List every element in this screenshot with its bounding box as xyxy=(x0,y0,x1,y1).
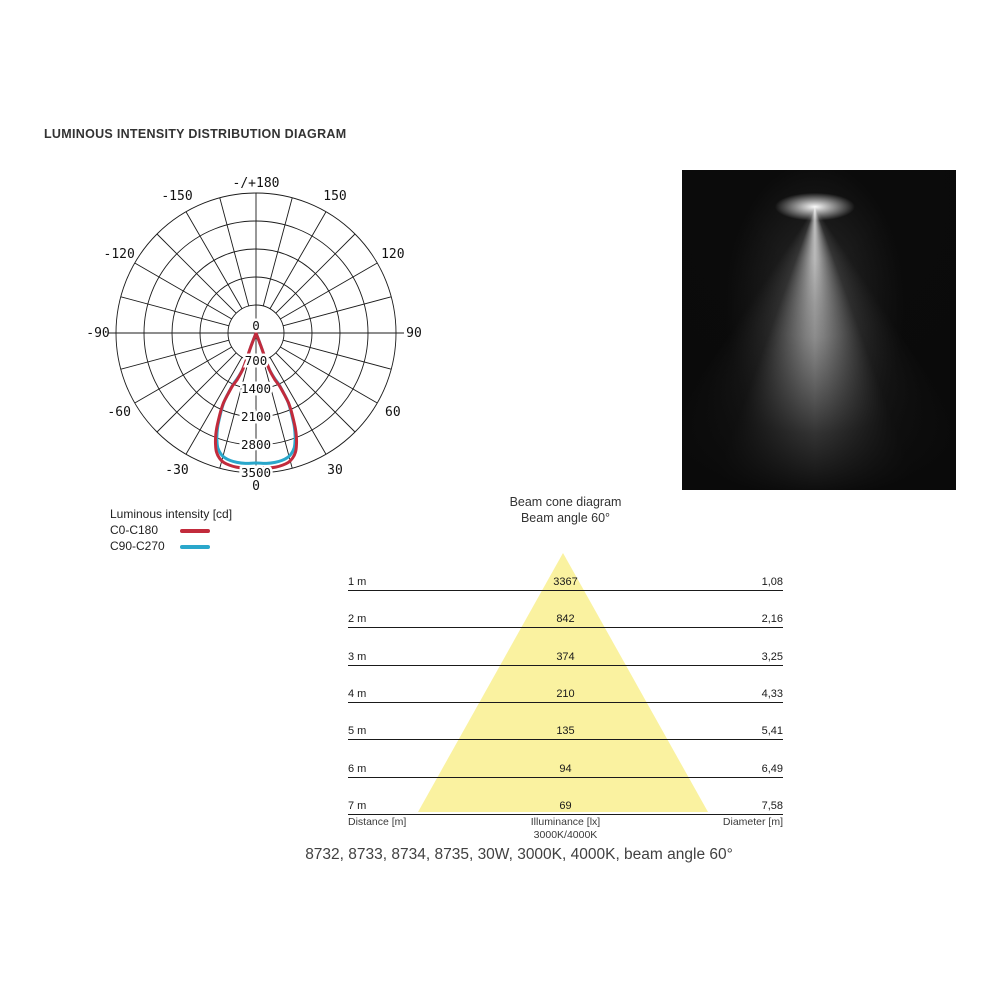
distance-value: 5 m xyxy=(348,725,367,738)
svg-text:3500: 3500 xyxy=(240,465,272,480)
cct-label: 3000K/4000K xyxy=(533,829,598,841)
svg-text:60: 60 xyxy=(385,405,401,420)
illuminance-label: Illuminance [lx] xyxy=(530,816,601,828)
distance-value: 2 m xyxy=(348,613,367,626)
legend-label: C0-C180 xyxy=(110,523,159,537)
illuminance-value: 69 xyxy=(559,799,572,812)
svg-text:-150: -150 xyxy=(161,189,193,205)
diameter-value: 3,25 xyxy=(761,650,783,663)
beam-cone-row xyxy=(348,775,783,815)
diameter-value: 4,33 xyxy=(761,687,783,700)
beam-cone-row xyxy=(348,700,783,740)
beam-cone-row xyxy=(348,551,783,591)
svg-text:700: 700 xyxy=(244,353,268,368)
legend-label: C90-C270 xyxy=(110,539,165,553)
distance-value: 7 m xyxy=(348,799,367,812)
illuminance-value: 842 xyxy=(556,613,575,626)
beam-cone-title: Beam cone diagram xyxy=(509,495,622,509)
svg-text:150: 150 xyxy=(323,189,347,205)
legend-title: Luminous intensity [cd] xyxy=(110,507,233,521)
beam-cone-row xyxy=(348,738,783,778)
diameter-value: 6,49 xyxy=(761,762,783,775)
illuminance-column-header xyxy=(418,816,713,842)
distance-value: 1 m xyxy=(348,576,367,588)
diameter-value: 7,58 xyxy=(761,799,783,812)
legend-item-c0-c180 xyxy=(110,522,232,538)
diameter-value: 5,41 xyxy=(761,725,783,738)
beam-cone-titles xyxy=(348,494,783,526)
beam-cone-row xyxy=(348,663,783,703)
product-caption: 8732, 8733, 8734, 8735, 30W, 3000K, 4000K, beam angle 60° xyxy=(305,846,733,863)
svg-text:0: 0 xyxy=(252,318,260,333)
distance-value: 4 m xyxy=(348,687,367,700)
illuminance-value: 210 xyxy=(556,687,575,700)
polar-chart-legend xyxy=(110,506,232,554)
beam-cone-column-headers xyxy=(348,816,783,842)
svg-text:-30: -30 xyxy=(165,462,189,478)
red-line-swatch xyxy=(180,529,210,533)
blue-line-swatch xyxy=(180,545,210,549)
beam-cone-table xyxy=(348,551,783,813)
distance-column-header: Distance [m] xyxy=(348,816,407,828)
svg-text:-120: -120 xyxy=(103,247,135,262)
illuminance-value: 135 xyxy=(556,725,575,738)
page-title: LUMINOUS INTENSITY DISTRIBUTION DIAGRAM xyxy=(44,127,347,141)
diameter-column-header: Diameter [m] xyxy=(722,816,783,828)
svg-text:1400: 1400 xyxy=(240,381,272,396)
svg-text:-/+180: -/+180 xyxy=(232,176,280,191)
luminous-intensity-polar-chart xyxy=(66,165,446,501)
illuminance-value: 94 xyxy=(559,762,572,775)
illuminance-value: 374 xyxy=(556,650,575,663)
beam-photo xyxy=(682,170,956,490)
svg-text:-60: -60 xyxy=(107,405,131,420)
diameter-value: 1,08 xyxy=(761,576,783,588)
svg-text:-90: -90 xyxy=(86,326,110,341)
svg-text:0: 0 xyxy=(252,479,260,494)
legend-item-c90-c270 xyxy=(110,538,232,554)
distance-value: 6 m xyxy=(348,762,367,775)
beam-cone-row xyxy=(348,588,783,628)
beam-cone-row xyxy=(348,626,783,666)
svg-text:2100: 2100 xyxy=(240,409,272,424)
illuminance-value: 3367 xyxy=(553,576,578,588)
diameter-value: 2,16 xyxy=(761,613,783,626)
svg-text:2800: 2800 xyxy=(240,437,272,452)
polar-chart-svg xyxy=(66,165,446,501)
svg-text:30: 30 xyxy=(327,462,343,478)
beam-angle-subtitle: Beam angle 60° xyxy=(520,511,611,525)
svg-text:90: 90 xyxy=(406,326,422,341)
svg-text:120: 120 xyxy=(381,247,405,262)
distance-value: 3 m xyxy=(348,650,367,663)
